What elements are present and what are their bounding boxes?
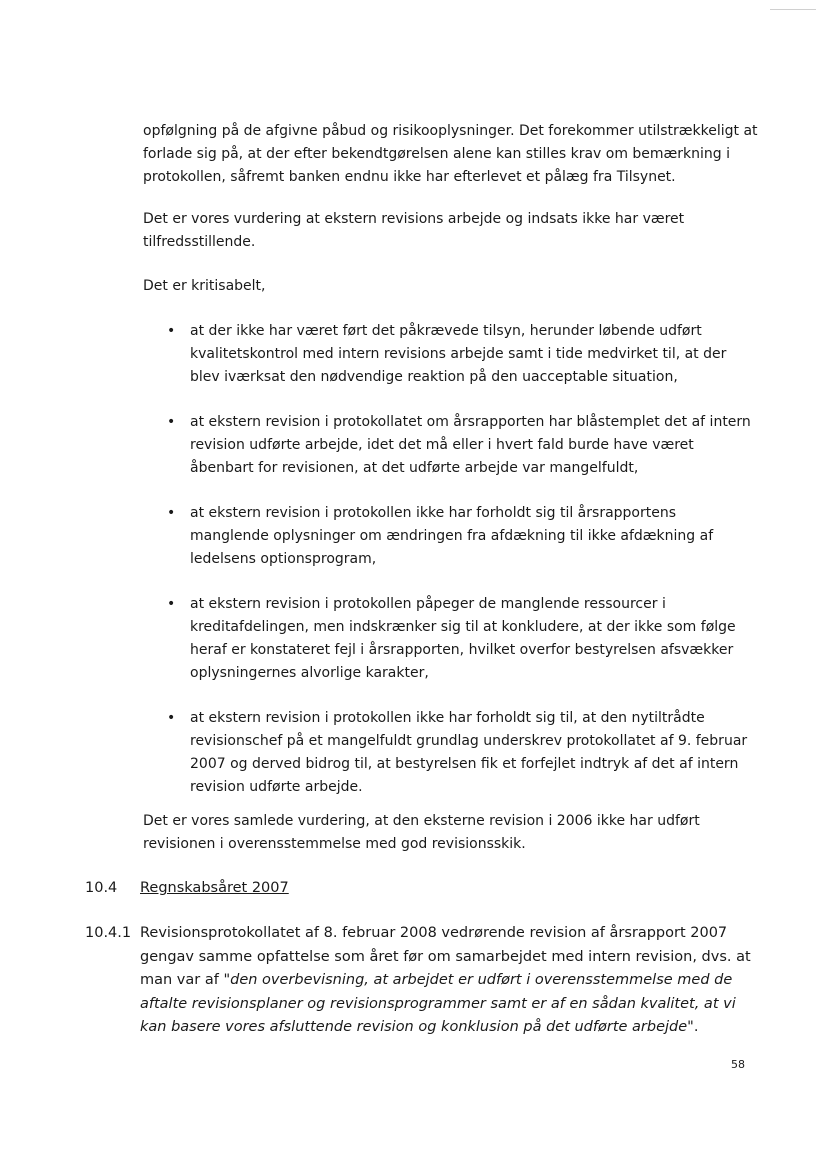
- bullet-icon: •: [167, 505, 176, 521]
- list-item: [143, 411, 753, 480]
- criticism-list: [143, 320, 753, 821]
- subsection-quote: "den overbevisning, at arbejdet er udført i overensstemmelse med de aftalte revisionsplaner og revisionsprogrammer samt er af en sådan kvalitet, at vi kan basere vores afsluttende revision og konklusion på det udførte arbejde": [140, 972, 736, 1035]
- paragraph-criticism-intro: Det er kritisabelt,: [143, 278, 266, 294]
- section-number: 10.4: [85, 880, 118, 896]
- section-title: Regnskabsåret 2007: [140, 880, 289, 896]
- list-item: [143, 320, 753, 389]
- bullet-icon: •: [167, 710, 176, 726]
- subsection-10-4-1: [85, 922, 755, 1040]
- subsection-end: .: [693, 1019, 699, 1035]
- page-number: 58: [731, 1058, 745, 1071]
- list-item-text: at ekstern revision i protokollatet om årsrapporten har blåstemplet det af intern revision udførte arbejde, idet det må eller i hvert fald burde have været åbenbart for revisionen, at det udførte arbejde var mangelfuldt,: [190, 414, 751, 476]
- list-item: [143, 502, 753, 571]
- list-item-text: at ekstern revision i protokollen ikke har forholdt sig til, at den nytiltrådte revisionschef på et mangelfuldt grundlag underskrev protokollatet af 9. februar 2007 og derved bidrog til, at bestyrelsen fik et forfejlet indtryk af det af intern revision udførte arbejde.: [190, 710, 748, 795]
- paragraph-follow-up: opfølgning på de afgivne påbud og risikooplysninger. Det forekommer utilstrækkeligt at forlade sig på, at der efter bekendtgørelsen alene kan stilles krav om bemærkning i protokollen, såfremt banken endnu ikke har efterlevet et pålæg fra Tilsynet.: [143, 123, 758, 185]
- scan-edge-mark: [770, 9, 816, 10]
- list-item: [143, 707, 753, 799]
- subsection-number: 10.4.1: [85, 925, 132, 941]
- paragraph-overall-assessment: Det er vores samlede vurdering, at den eksterne revision i 2006 ikke har udført revisionen i overensstemmelse med god revisionsskik.: [143, 813, 700, 852]
- list-item: [143, 593, 753, 685]
- bullet-icon: •: [167, 596, 176, 612]
- paragraph-assessment: Det er vores vurdering at ekstern revisions arbejde og indsats ikke har været tilfredsstillende.: [143, 211, 685, 250]
- list-item-text: at ekstern revision i protokollen påpeger de manglende ressourcer i kreditafdelingen, men indskrænker sig til at konkludere, at der ikke som følge heraf er konstateret fejl i årsrapporten, hvilket overfor bestyrelsen afsvækker oplysningernes alvorlige karakter,: [190, 596, 736, 681]
- subsection-body: [140, 922, 755, 1040]
- bullet-icon: •: [167, 414, 176, 430]
- list-item-text: at ekstern revision i protokollen ikke har forholdt sig til årsrapportens manglende oplysninger om ændringen fra afdækning til ikke afdækning af ledelsens optionsprogram,: [190, 505, 714, 567]
- subsection-text: Revisionsprotokollatet af 8. februar 2008 vedrørende revision af årsrapport 2007 gengav samme opfattelse som året før om samarbejdet med intern revision, dvs. at man var af: [140, 925, 751, 988]
- list-item-text: at der ikke har været ført det påkrævede tilsyn, herunder løbende udført kvalitetskontrol med intern revisions arbejde samt i tide medvirket til, at der blev iværksat den nødvendige reaktion på den uacceptable situation,: [190, 323, 727, 385]
- bullet-icon: •: [167, 323, 176, 339]
